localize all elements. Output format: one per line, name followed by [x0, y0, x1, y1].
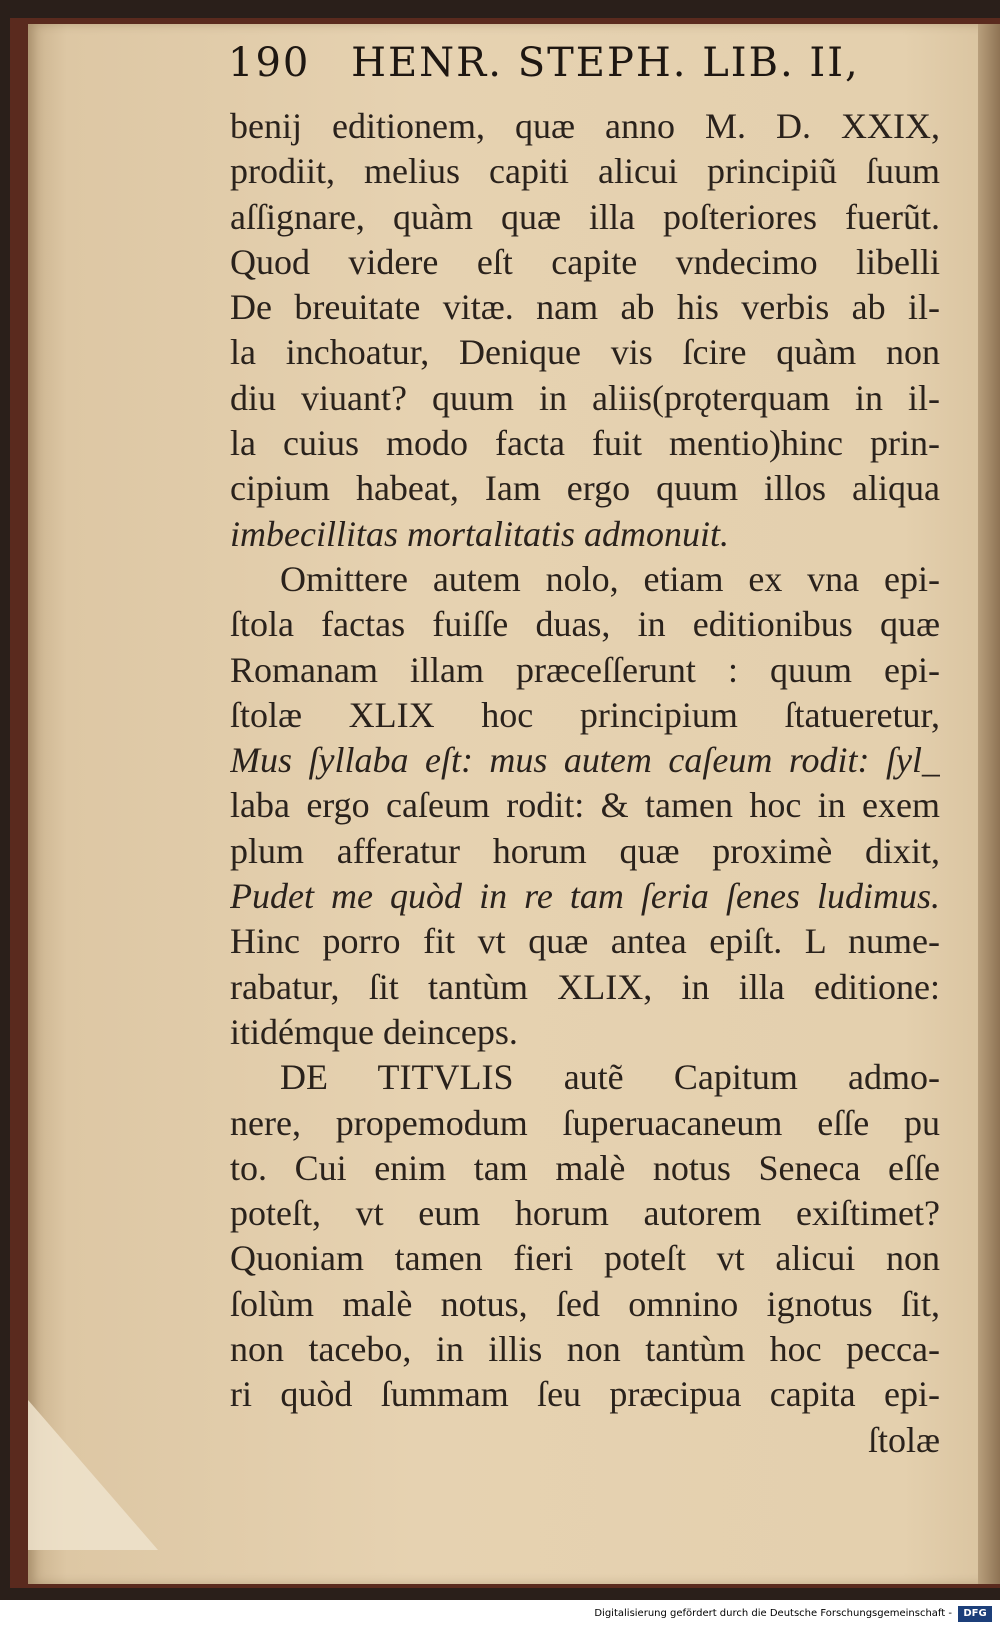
text-line: Quoniam tamen fieri poteſt vt alicui non — [230, 1238, 940, 1279]
page-edge — [978, 24, 1000, 1584]
text-line: Hinc porro fit vt quæ antea epiſt. L nume- — [230, 921, 940, 962]
text-line: imbecillitas mortalitatis admonuit. — [230, 513, 730, 554]
text-line: non tacebo, in illis non tantùm hoc pecca- — [230, 1329, 940, 1370]
text-line: Pudet me quòd in re tam ſeria ſenes ludimus. — [230, 876, 940, 917]
text-line: rabatur, ſit tantùm XLIX, in illa editione: — [230, 966, 940, 1007]
text-line: prodiit, melius capiti alicui principiũ ſuum — [230, 151, 940, 192]
text-line: la inchoatur, Denique vis ſcire quàm non — [230, 332, 940, 373]
text-line: ſolùm malè notus, ſed omnino ignotus ſit, — [230, 1283, 940, 1324]
running-header — [228, 40, 928, 100]
text-line: la cuius modo facta fuit mentio)hinc prin- — [230, 423, 940, 464]
page-number: 190 — [228, 40, 311, 86]
text-line: aſſignare, quàm quæ illa poſteriores fuerũt. — [230, 196, 940, 237]
text-line: diu viuant? quum in aliis(prǫterquam in il- — [230, 377, 940, 418]
catchword: ſtolæ — [867, 1419, 940, 1460]
text-line: ſtola factas fuiſſe duas, in editionibus quæ — [230, 604, 940, 645]
text-line: itidémque deinceps. — [230, 1011, 518, 1052]
text-line: to. Cui enim tam malè notus Seneca eſſe — [230, 1147, 940, 1188]
text-line: benij editionem, quæ anno M. D. XXIX, — [230, 106, 940, 146]
footer-credit: Digitalisierung gefördert durch die Deutsche Forschungsgemeinschaft - — [594, 1608, 952, 1619]
text-line: Mus ſyllaba eſt: mus autem caſeum rodit: ſyl_ — [230, 740, 940, 781]
text-line: nere, propemodum ſuperuacaneum eſſe pu — [230, 1102, 940, 1143]
text-line: Omittere autem nolo, etiam ex vna epi- — [280, 558, 940, 599]
running-title: HENR. STEPH. LIB. II, — [351, 40, 860, 86]
text-line: cipium habeat, Iam ergo quum illos aliqua — [230, 468, 940, 509]
text-line: ſtolæ XLIX hoc principium ſtatueretur, — [230, 694, 940, 735]
text-line: ri quòd ſummam ſeu præcipua capita epi- — [230, 1374, 940, 1415]
text-line: plum afferatur horum quæ proximè dixit, — [230, 830, 940, 871]
text-line: De breuitate vitæ. nam ab his verbis ab il- — [230, 287, 940, 328]
text-line: poteſt, vt eum horum autorem exiſtimet? — [230, 1193, 940, 1234]
page-corner-fold — [28, 1400, 158, 1550]
dfg-logo: DFG — [958, 1606, 992, 1622]
text-line: Romanam illam præceſſerunt : quum epi- — [230, 649, 940, 690]
text-line: Quod videre eſt capite vndecimo libelli — [230, 241, 940, 282]
footer-bar — [0, 1600, 1000, 1630]
text-line: laba ergo caſeum rodit: & tamen hoc in exem — [230, 785, 940, 826]
body-text — [230, 104, 940, 1463]
text-line: DE TITVLIS autẽ Capitum admo- — [280, 1057, 940, 1098]
